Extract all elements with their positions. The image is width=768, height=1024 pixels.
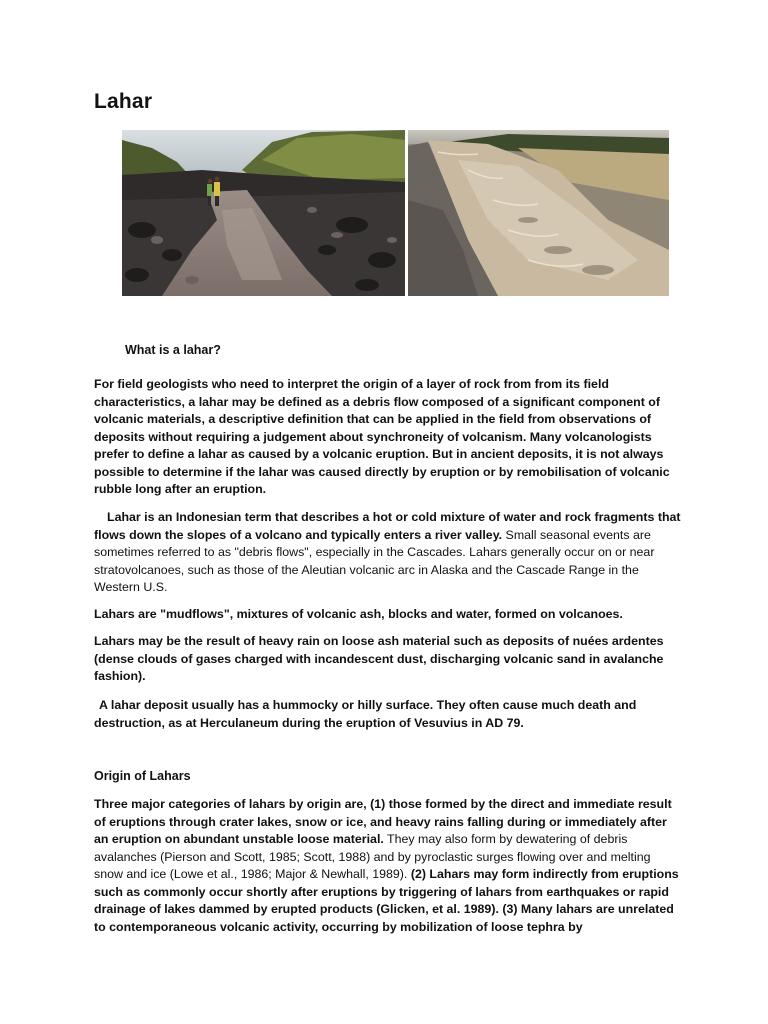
lahar-flow-photo [408,130,669,296]
paragraph-definition: For field geologists who need to interpret the origin of a layer of rock from from its field characteristics, a lahar may be defined as a debris flow composed of a significant component of volcanic materials, a descriptive definition that can be applied in the field from observations of deposits without requiring a judgement about synchroneity of volcanism. Many volcanologists prefer to define a lahar as caused by a volcanic eruption. But in ancient deposits, it is not always possible to determine if the lahar was caused directly by eruption or by remobilisation of volcanic rubble long after an eruption. [94,377,670,496]
lahar-channel-photo [122,130,405,296]
paragraph-origin-categories [94,796,682,936]
section-heading-what-is-a-lahar: What is a lahar? [125,343,221,357]
paragraph-indonesian-term [94,509,682,597]
paragraph-deposit-surface: A lahar deposit usually has a hummocky or hilly surface. They often cause much death and destruction, as at Herculaneum during the eruption of Vesuvius in AD 79. [94,698,637,730]
paragraph-heavy-rain: Lahars may be the result of heavy rain on loose ash material such as deposits of nuées ardentes (dense clouds of gases charged with incandescent dust, discharging volcanic sand in avalanche fashion). [94,634,664,683]
paragraph-indonesian-term-regular: Small seasonal events are sometimes referred to as "debris flows", especially in the Cascades. Lahars generally occur on or near stratovolcanoes, such as those of the Aleutian volcanic arc in Alaska and the Cascade Range in the Western U.S. [94,527,655,594]
page-title: Lahar [94,90,153,113]
paragraph-origin-categories-part1: Three major categories of lahars by origin are, (1) those formed by the direct and immediate result of eruptions through crater lakes, snow or ice, and heavy rains falling during or immediately after an eruption on abundant unstable loose material. [94,797,672,846]
paragraph-origin-categories-part3: (2) Lahars may form indirectly from eruptions such as commonly occur shortly after eruptions by triggering of lahars from earthquakes or rapid drainage of lakes dammed by erupted products (Glicken, et al. 1989). (3) Many lahars are unrelated to contemporaneous volcanic activity, occurring by mobilization of loose tephra by [94,867,679,934]
paragraph-indonesian-term-bold: Lahar is an Indonesian term that describes a hot or cold mixture of water and rock fragments that flows down the slopes of a volcano and typically enters a river valley. [94,510,681,542]
section-heading-origin-of-lahars: Origin of Lahars [94,769,191,783]
paragraph-mudflows: Lahars are "mudflows", mixtures of volcanic ash, blocks and water, formed on volcanoes. [94,607,623,621]
paragraph-origin-categories-part2: They may also form by dewatering of debris avalanches (Pierson and Scott, 1985; Scott, 1988) and by pyroclastic surges flowing over and melting snow and ice (Lowe et al., 1986; Major & Newhall, 1989). [94,832,651,881]
